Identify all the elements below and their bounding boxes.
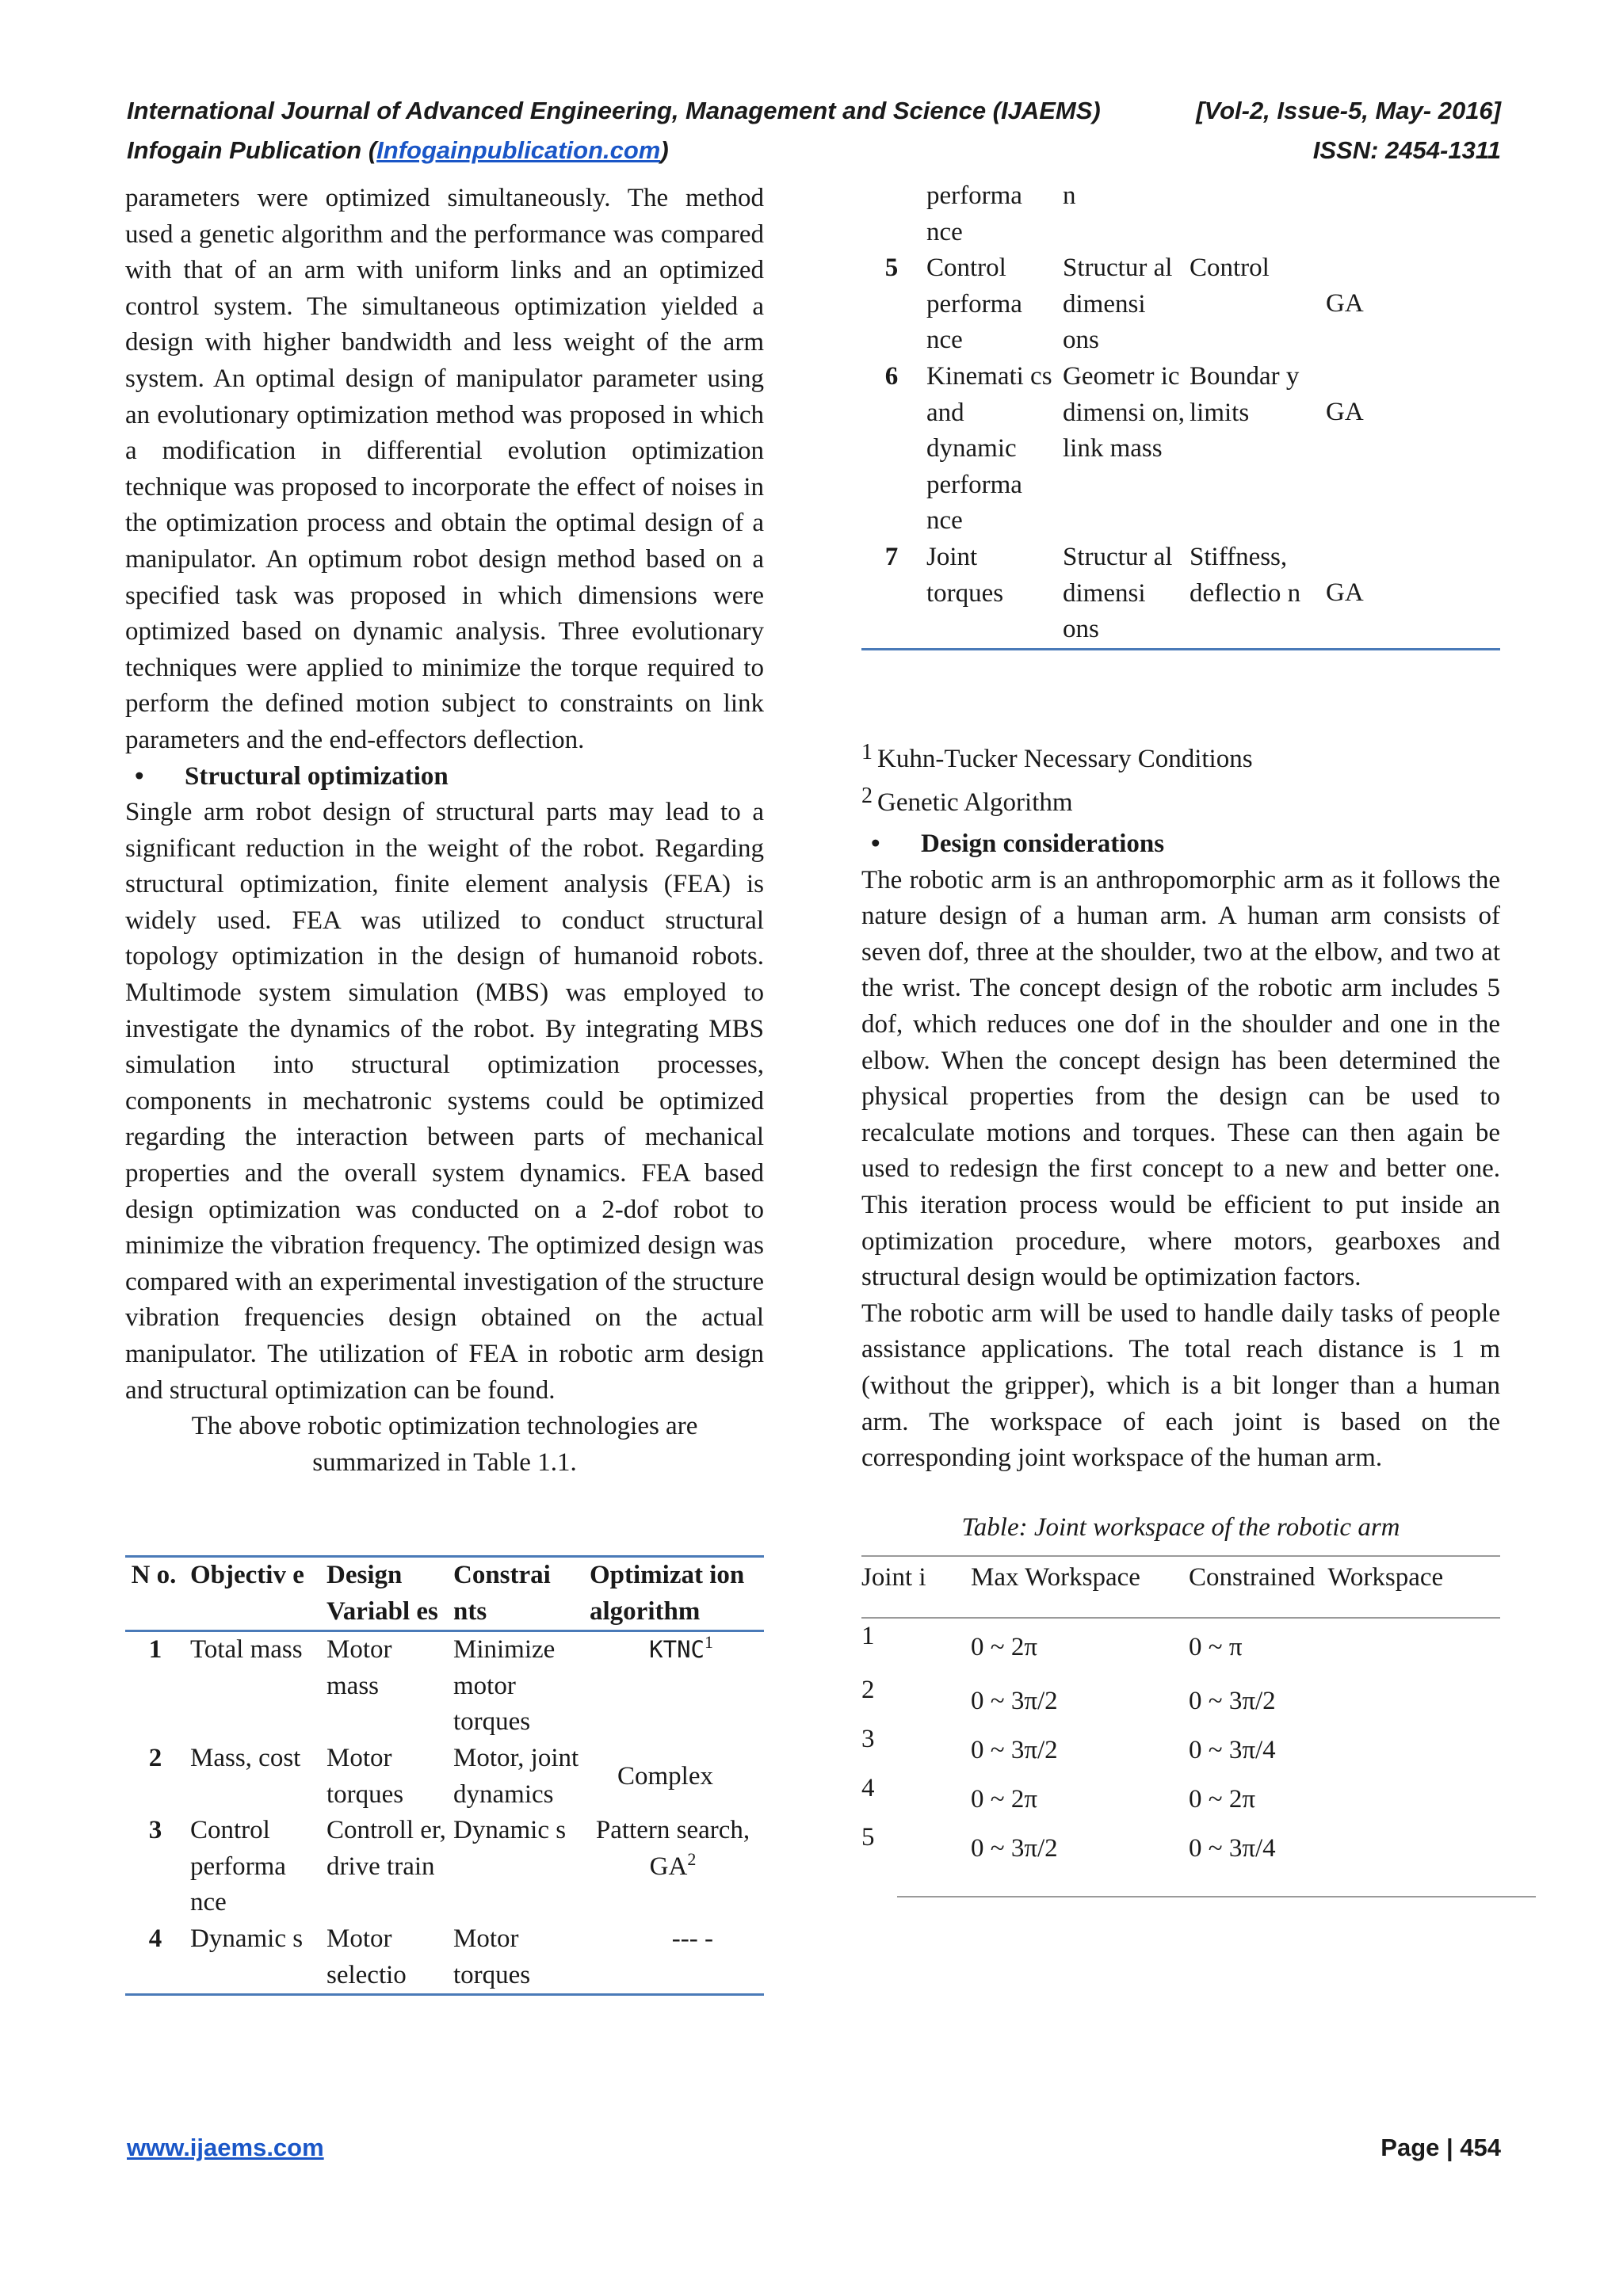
journal-title: International Journal of Advanced Engineering, Management and Science (IJAEMS) [127,97,1101,124]
table-row [861,359,1500,540]
right-paragraph-1: The robotic arm is an anthropomorphic arm as it follows the nature design of a human arm. A human arm consists of seven dof, three at the shoulder, two at the elbow, and two at the wrist. The concept design of the robotic arm includes 5 dof, which reduces one dof in the shoulder and one in the elbow. When the concept design has been determined the physical properties from the design can be used to recalculate motions and torques. These can then again be used to redesign the first concept to a new and better one. This iteration process would be efficient to put inside an optimization procedure, where motors, gearboxes and structural design would be optimization factors. [861,865,1500,1292]
footnote-mark: 1 [861,740,873,765]
table-row [861,250,1500,359]
algorithm-cell [1326,178,1500,250]
max-workspace-cell: 0 ~ 3π/2 [971,1687,1058,1715]
header-max-workspace: Max Workspace [971,1563,1140,1592]
left-paragraph-2: Single arm robot design of structural parts may lead to a significant reduction in the weight of the robot. Regarding structural optimization, finite element analysis (FEA) is widely used. FEA was utilized to conduct structural topology optimization in the design of humanoid robots. Multimode system simulation (MBS) was employed to investigate the dynamics of the robot. By integrating MBS simulation into structural optimization processes, components in mechatronic systems could be optimized regarding the interaction between parts of mechanical properties and the overall system dynamics. FEA based design optimization was conducted on a 2-dof robot to minimize the vibration frequency. The optimized design was compared with an experimental investigation of the structure vibration frequencies design obtained on the actual manipulator. The utilization of FEA in robotic arm design and structural optimization can be found. [125,798,764,1405]
objective-cell: Control performa nce [926,254,1022,355]
table-row [125,1631,764,1741]
header-joint: Joint i [861,1563,926,1592]
table-row [861,540,1500,649]
footnote-text: Genetic Algorithm [877,788,1073,817]
constrained-workspace-cell: 0 ~ 3π/2 [1189,1687,1276,1715]
objective-cell: Joint torques [926,542,1004,608]
design-cell: Structur al dimensi ons [1063,254,1173,355]
table-row [125,1741,764,1813]
header-constrained-workspace: Constrained Workspace [1189,1563,1444,1592]
algorithm-cell: --- - [671,1924,713,1953]
joint-index: 3 [861,1725,875,1753]
objective-cell: Dynamic s [190,1924,304,1953]
design-cell: Motor torques [327,1743,404,1809]
joint-index: 2 [861,1676,875,1704]
table-summary-text: The above robotic optimization technologies are summarized in Table 1.1. [191,1412,698,1477]
footnote-ref: 2 [687,1848,697,1869]
constraints-cell: Stiffness, deflectio n [1190,542,1301,608]
publisher-suffix: ) [660,136,669,164]
table-header-row [125,1557,764,1631]
constraints-cell: Motor, joint dynamics [453,1743,579,1809]
row-number: 1 [148,1635,162,1665]
row-number: 3 [148,1816,162,1845]
table-row [125,1921,764,1995]
footnote-text: Kuhn-Tucker Necessary Conditions [877,745,1253,773]
section-heading-design: • Design considerations [861,826,1500,863]
constraints-cell: Motor torques [453,1924,531,1989]
constraints-cell: Boundar y limits [1190,361,1300,427]
issn: ISSN: 2454-1311 [1312,136,1501,164]
table-rule [861,1617,1500,1619]
constrained-workspace-cell: 0 ~ 2π [1189,1785,1256,1814]
footnote-1 [861,740,1253,774]
objective-cell: Control performa nce [190,1816,286,1917]
footnote-mark: 2 [861,784,873,808]
max-workspace-cell: 0 ~ 2π [971,1633,1038,1661]
header-algorithm: Optimizat ion algorithm [590,1561,745,1626]
publisher-header [127,136,1501,165]
table-rule [897,1896,1536,1897]
algorithm-cell [590,1631,764,1741]
right-paragraph-2: The robotic arm will be used to handle daily tasks of people assistance applications. The total reach distance is 1 m (without the gripper), which is a bit longer than a human arm. The workspace of each joint is based on the corresponding joint workspace of the human arm. [861,1299,1500,1473]
optimization-table-continued [861,178,1500,650]
algorithm-text: Pattern search, GA [595,1816,750,1881]
header-constraints: Constrai nts [453,1561,551,1626]
design-cell: Motor mass [327,1635,392,1700]
row-number: 2 [148,1743,162,1772]
constraints-cell: Control [1190,254,1270,283]
row-number: 4 [148,1924,162,1953]
max-workspace-cell: 0 ~ 2π [971,1785,1038,1814]
header-no: N o. [131,1561,177,1589]
joint-index: 5 [861,1823,875,1852]
page-number: Page | 454 [1381,2134,1501,2161]
constrained-workspace-cell: 0 ~ 3π/4 [1189,1736,1276,1764]
volume-info: [Vol-2, Issue-5, May- 2016] [1196,97,1501,124]
table-caption: Table: Joint workspace of the robotic arm [961,1513,1400,1542]
constrained-workspace-cell: 0 ~ π [1189,1633,1243,1661]
section-heading-structural: • Structural optimization [125,759,764,795]
row-number [861,178,926,250]
table-rule [861,1555,1500,1557]
design-cell: Controll er, drive train [327,1816,446,1881]
algorithm-text: KTNC [649,1636,705,1664]
table-row [861,178,1500,250]
table-row [125,1813,764,1921]
objective-cell: Kinemati cs and dynamic performa nce [926,361,1052,536]
constraints-cell: Dynamic s [453,1816,567,1845]
header-design-variables: Design Variabl es [327,1561,438,1626]
journal-header [127,97,1501,125]
algorithm-cell: GA [1326,397,1364,426]
constraints-cell [1190,178,1326,250]
publisher-link[interactable]: Infogainpublication.com [376,136,661,164]
algorithm-cell [590,1813,764,1921]
left-column [125,181,764,1481]
footnote-ref: 1 [705,1632,713,1653]
design-cell: Structur al dimensi ons [1063,542,1173,644]
design-cell: Motor selectio [327,1924,407,1989]
header-objective: Objectiv e [190,1561,304,1589]
footnote-2 [861,784,1073,818]
max-workspace-cell: 0 ~ 3π/2 [971,1736,1058,1764]
publisher-prefix: Infogain Publication ( [127,136,377,164]
objective-cell: Total mass [190,1635,303,1665]
algorithm-cell: Complex [617,1761,713,1791]
algorithm-cell: GA [1326,289,1364,318]
objective-cell: performa nce [926,181,1022,246]
website-link[interactable]: www.ijaems.com [127,2134,324,2161]
max-workspace-cell: 0 ~ 3π/2 [971,1834,1058,1863]
algorithm-cell: GA [1326,578,1364,607]
optimization-table [125,1555,764,1996]
objective-cell: Mass, cost [190,1743,301,1772]
row-number: 7 [884,542,899,571]
row-number: 6 [884,361,899,391]
design-cell: n [1063,181,1076,210]
joint-index: 1 [861,1622,875,1650]
joint-index: 4 [861,1774,875,1802]
page-footer [127,2134,1501,2162]
constrained-workspace-cell: 0 ~ 3π/4 [1189,1834,1276,1863]
design-cell: Geometr ic dimensi on, link mass [1063,361,1185,463]
constraints-cell: Minimize motor torques [453,1635,556,1737]
row-number: 5 [884,254,899,283]
left-paragraph-1: parameters were optimized simultaneously. The method used a genetic algorithm and the performance was compared with that of an arm with uniform links and an optimized control system. The simultaneous optimization yielded a design with higher bandwidth and less weight of the arm system. An optimal design of manipulator parameter using an evolutionary optimization method was proposed in which a modification in differential evolution optimization technique was proposed to incorporate the effect of noises in the optimization process and obtain the optimal design of a manipulator. An optimum robot design method based on a specified task was proposed in which dimensions were optimized based on dynamic analysis. Three evolutionary techniques were applied to minimize the torque required to perform the defined motion subject to constraints on link parameters and the end-effectors deflection. [125,184,764,754]
right-column [861,826,1500,1477]
